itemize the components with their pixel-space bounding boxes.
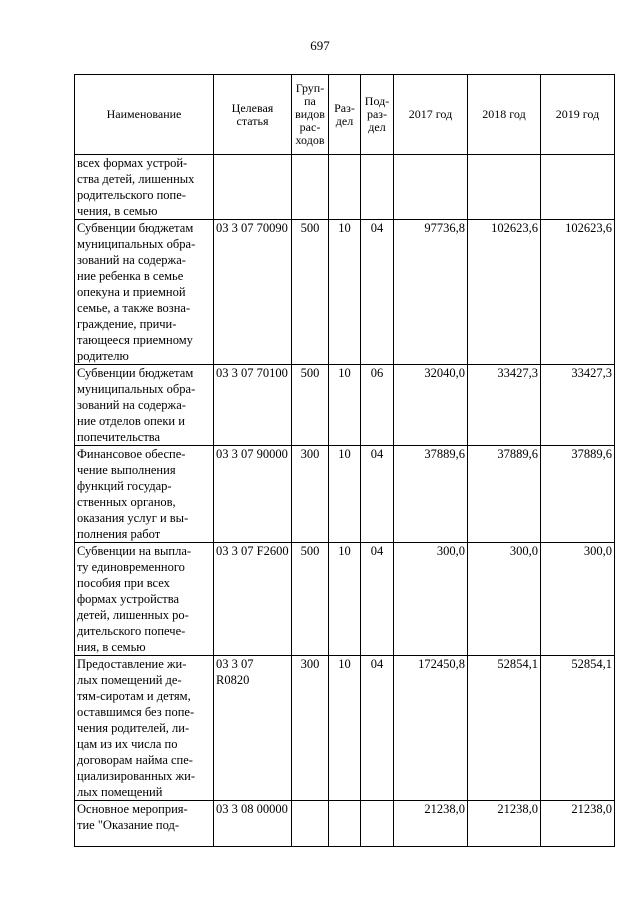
cell-section: 10 <box>329 543 361 656</box>
cell-2017: 172450,8 <box>394 656 468 801</box>
cell-section: 10 <box>329 446 361 543</box>
header-row <box>75 75 615 155</box>
cell-2018: 37889,6 <box>468 446 541 543</box>
cell-2018: 102623,6 <box>468 220 541 365</box>
cell-group: 300 <box>292 446 329 543</box>
cell-2018 <box>468 155 541 220</box>
page-number: 697 <box>310 38 330 53</box>
cell-subsection: 04 <box>361 543 394 656</box>
cell-2017: 21238,0 <box>394 801 468 847</box>
cell-target: 03 3 08 00000 <box>214 801 292 847</box>
cell-name: Субвенции бюджетам муниципальных обра- зований на содержа- ние отделов опеки и попечительства <box>75 365 214 446</box>
cell-group <box>292 155 329 220</box>
header-target: Целевая статья <box>214 75 292 155</box>
cell-2019: 102623,6 <box>541 220 615 365</box>
cell-2017: 32040,0 <box>394 365 468 446</box>
cell-2019 <box>541 155 615 220</box>
header-2017: 2017 год <box>394 75 468 155</box>
cell-section: 10 <box>329 220 361 365</box>
table-row <box>75 656 615 801</box>
cell-group: 500 <box>292 365 329 446</box>
cell-target: 03 3 07 F2600 <box>214 543 292 656</box>
cell-subsection: 04 <box>361 446 394 543</box>
cell-2019: 52854,1 <box>541 656 615 801</box>
cell-2019: 33427,3 <box>541 365 615 446</box>
header-2019: 2019 год <box>541 75 615 155</box>
table-row <box>75 155 615 220</box>
cell-subsection: 06 <box>361 365 394 446</box>
cell-name: Субвенции бюджетам муниципальных обра- зований на содержа- ние ребенка в семье опекуна и приемной семье, а также возна- граждение, причи- тающееся приемному родителю <box>75 220 214 365</box>
header-section: Раз- дел <box>329 75 361 155</box>
cell-name: Основное мероприя- тие "Оказание под- <box>75 801 214 847</box>
table-row <box>75 365 615 446</box>
cell-group <box>292 801 329 847</box>
table-row <box>75 220 615 365</box>
cell-group: 500 <box>292 543 329 656</box>
cell-2018: 300,0 <box>468 543 541 656</box>
cell-2018: 52854,1 <box>468 656 541 801</box>
cell-section: 10 <box>329 365 361 446</box>
cell-2018: 21238,0 <box>468 801 541 847</box>
cell-2017 <box>394 155 468 220</box>
cell-subsection: 04 <box>361 656 394 801</box>
header-name: Наименование <box>75 75 214 155</box>
cell-2017: 300,0 <box>394 543 468 656</box>
cell-name: Финансовое обеспе- чение выполнения функций государ- ственных органов, оказания услуг и вы- полнения работ <box>75 446 214 543</box>
table-row <box>75 543 615 656</box>
cell-name: Предоставление жи- лых помещений де- тям-сиротам и детям, оставшимся без попе- чения родителей, ли- цам из их числа по договорам найма спе- циализированных жи- лых помещений <box>75 656 214 801</box>
cell-target: 03 3 07 70100 <box>214 365 292 446</box>
cell-section <box>329 155 361 220</box>
cell-section <box>329 801 361 847</box>
table-row <box>75 446 615 543</box>
cell-subsection: 04 <box>361 220 394 365</box>
header-group: Груп- па видов рас- ходов <box>292 75 329 155</box>
cell-name: всех формах устрой- ства детей, лишенных родительского попе- чения, в семью <box>75 155 214 220</box>
cell-subsection <box>361 155 394 220</box>
cell-2019: 37889,6 <box>541 446 615 543</box>
cell-target: 03 3 07 70090 <box>214 220 292 365</box>
cell-name: Субвенции на выпла- ту единовременного пособия при всех формах устройства детей, лишенных ро- дительского попече- ния, в семью <box>75 543 214 656</box>
table-row <box>75 801 615 847</box>
cell-subsection <box>361 801 394 847</box>
cell-group: 500 <box>292 220 329 365</box>
header-subsection: Под- раз- дел <box>361 75 394 155</box>
cell-2017: 37889,6 <box>394 446 468 543</box>
budget-table <box>74 74 615 847</box>
cell-target: 03 3 07 90000 <box>214 446 292 543</box>
cell-2017: 97736,8 <box>394 220 468 365</box>
cell-2018: 33427,3 <box>468 365 541 446</box>
header-2018: 2018 год <box>468 75 541 155</box>
cell-2019: 21238,0 <box>541 801 615 847</box>
cell-section: 10 <box>329 656 361 801</box>
cell-target <box>214 155 292 220</box>
cell-target: 03 3 07 R0820 <box>214 656 292 801</box>
cell-group: 300 <box>292 656 329 801</box>
cell-2019: 300,0 <box>541 543 615 656</box>
